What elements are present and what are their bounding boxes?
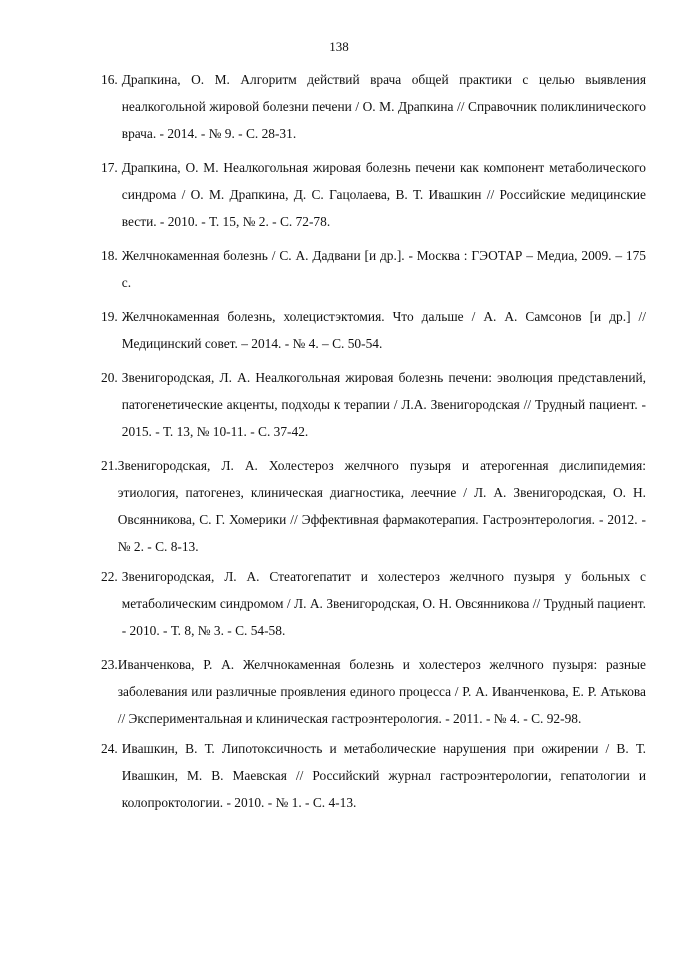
reference-number: 17.: [101, 160, 118, 175]
reference-item: [101, 735, 646, 816]
reference-text: Звенигородская, Л. А. Стеатогепатит и холестероз желчного пузыря у больных с метаболическим синдромом / Л. А. Звенигородская, О. Н. Овсянникова // Трудный пациент. - 2010. - Т. 8, № 3. - С. 54-58.: [121, 569, 646, 638]
reference-text: Иванченкова, Р. А. Желчнокаменная болезнь и холестероз желчного пузыря: разные заболевания или различные проявления единого процесса / Р. А. Иванченкова, Е. Р. Атькова // Экспериментальная и клиническая гастроэнтерология. - 2011. - № 4. - С. 92-98.: [117, 657, 646, 726]
reference-number: 21.: [101, 458, 118, 473]
reference-item: [101, 563, 646, 644]
reference-number: 22.: [101, 569, 118, 584]
reference-text: Драпкина, О. М. Неалкогольная жировая болезнь печени как компонент метаболического синдрома / О. М. Драпкина, Д. С. Гацолаева, В. Т. Ивашкин // Российские медицинские вести. - 2010. - Т. 15, № 2. - С. 72-78.: [121, 160, 646, 229]
reference-item: [101, 651, 646, 732]
reference-text: Ивашкин, В. Т. Липотоксичность и метаболические нарушения при ожирении / В. Т. Ивашкин, М. В. Маевская // Российский журнал гастроэнтерологии, гепатологии и колопроктологии. - 2010. - № 1. - С. 4-13.: [121, 741, 646, 810]
reference-item: [101, 242, 646, 296]
page-number: 138: [329, 39, 349, 54]
reference-text: Желчнокаменная болезнь / С. А. Дадвани [и др.]. - Москва : ГЭОТАР – Медиа, 2009. – 175 с.: [121, 248, 646, 290]
reference-number: 24.: [101, 741, 118, 756]
reference-list: [101, 66, 646, 823]
reference-item: [101, 364, 646, 445]
reference-item: [101, 452, 646, 560]
reference-text: Драпкина, О. М. Алгоритм действий врача общей практики с целью выявления неалкогольной жировой болезни печени / О. М. Драпкина // Справочник поликлинического врача. - 2014. - № 9. - С. 28-31.: [121, 72, 646, 141]
reference-number: 19.: [101, 309, 118, 324]
reference-item: [101, 66, 646, 147]
reference-number: 20.: [101, 370, 118, 385]
reference-text: Желчнокаменная болезнь, холецистэктомия. Что дальше / А. А. Самсонов [и др.] // Медицинский совет. – 2014. - № 4. – С. 50-54.: [121, 309, 646, 351]
reference-number: 16.: [101, 72, 118, 87]
reference-number: 18.: [101, 248, 118, 263]
reference-text: Звенигородская, Л. А. Неалкогольная жировая болезнь печени: эволюция представлений, патогенетические акценты, подходы к терапии / Л.А. Звенигородская // Трудный пациент. - 2015. - Т. 13, № 10-11. - С. 37-42.: [121, 370, 646, 439]
reference-text: Звенигородская, Л. А. Холестероз желчного пузыря и атерогенная дислипидемия: этиология, патогенез, клиническая диагностика, леечние / Л. А. Звенигородская, О. Н. Овсянникова, С. Г. Хомерики // Эффективная фармакотерапия. Гастроэнтерология. - 2012. - № 2. - С. 8-13.: [117, 458, 646, 554]
reference-number: 23.: [101, 657, 118, 672]
reference-item: [101, 154, 646, 235]
reference-item: [101, 303, 646, 357]
